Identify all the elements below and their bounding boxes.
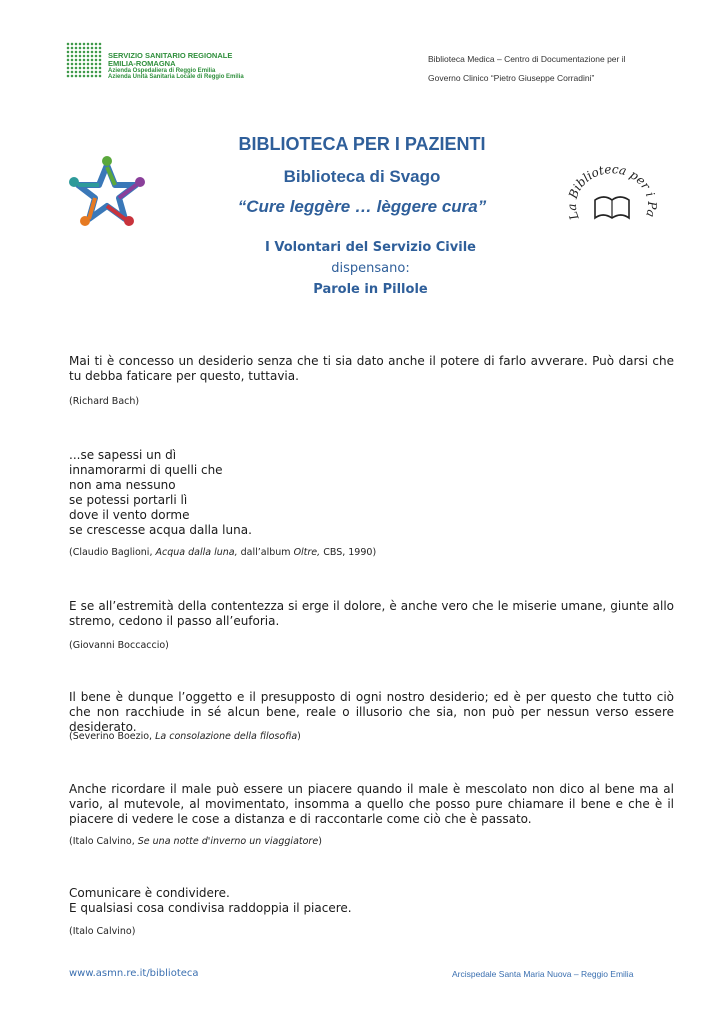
header-right-line-2: Governo Clinico “Pietro Giuseppe Corradini”	[428, 73, 595, 83]
cite-middle: dall’album	[237, 547, 294, 558]
footer-hospital: Arcispedale Santa Maria Nuova – Reggio Emilia	[452, 969, 634, 979]
cite-publisher: CBS, 1990)	[320, 547, 377, 558]
quote-text: Il bene è dunque l’oggetto e il presupposto di ogni nostro desiderio; ed è per questo che tutto ciò che non racchiude in sé alcun bene, reale o illusorio che sia, non può per nessun verso essere desiderato.	[69, 690, 674, 734]
cite-author: (Severino Boezio,	[69, 731, 156, 742]
quote-text: E se all’estremità della contentezza si erge il dolore, è anche vero che le miserie umane, giunte allo stremo, cedono il passo all’euforia.	[69, 599, 674, 628]
header-library-info	[428, 50, 668, 88]
logo-line-1: SERVIZIO SANITARIO REGIONALE	[108, 51, 233, 60]
quote-citation	[69, 547, 376, 558]
quote-citation: (Giovanni Boccaccio)	[69, 640, 169, 651]
page-title: BIBLIOTECA PER I PAZIENTI	[238, 134, 486, 154]
cite-author: (Italo Calvino,	[69, 836, 138, 847]
volunteers-name: Parole in Pillole	[313, 282, 428, 297]
quote-text: Anche ricordare il male può essere un piacere quando il male è mescolato non dico al bene ma al vario, al mutevole, al movimentato, insomma a quello che posso pure chiamare il bene e che è il piacere di vedere le cose a distanza e di raccontarle come ciò che è passato.	[69, 782, 674, 826]
quote-3	[69, 599, 674, 629]
quote-text: Comunicare è condividere. E qualsiasi cosa condivisa raddoppia il piacere.	[69, 886, 352, 915]
quote-citation: (Italo Calvino)	[69, 926, 136, 937]
logo-line-4: Azienda Unità Sanitaria Locale di Reggio Emilia	[108, 74, 244, 81]
quote-text: Mai ti è concesso un desiderio senza che ti sia dato anche il potere di farlo avverare. Può darsi che tu debba faticare per questo, tuttavia.	[69, 354, 674, 383]
cite-author: (Claudio Baglioni,	[69, 547, 156, 558]
cite-title: La consolazione della filosofia	[155, 731, 298, 742]
logo-line-3: Azienda Ospedaliera di Reggio Emilia	[108, 67, 216, 74]
volunteers-title: I Volontari del Servizio Civile	[265, 240, 476, 255]
cite-title: Acqua dalla luna,	[155, 547, 238, 558]
volunteers-verb: dispensano:	[331, 261, 410, 276]
cite-end: )	[297, 731, 301, 742]
header-right-line-1: Biblioteca Medica – Centro di Documentazione per il	[428, 54, 626, 64]
quote-text: ...se sapessi un dì innamorarmi di quelli che non ama nessuno se potessi portarli lì dove il vento dorme se crescesse acqua dalla luna.	[69, 448, 252, 537]
quote-2	[69, 448, 674, 538]
page-subtitle: Biblioteca di Svago	[283, 167, 441, 186]
quote-5	[69, 782, 674, 827]
logo-line-2: EMILIA-ROMAGNA	[108, 58, 176, 68]
cite-album: Oltre,	[293, 547, 321, 558]
page-motto: “Cure leggère … lèggere cura”	[237, 197, 487, 216]
cite-end: )	[318, 836, 322, 847]
footer-url-link[interactable]: www.asmn.re.it/biblioteca	[69, 968, 199, 979]
quote-citation: (Richard Bach)	[69, 396, 140, 407]
quote-1	[69, 354, 674, 384]
ssr-logo	[66, 42, 256, 88]
dot-grid-icon	[66, 42, 102, 78]
quote-4	[69, 690, 674, 735]
logo-text	[108, 52, 244, 80]
volunteers-block	[0, 240, 724, 297]
cite-title: Se una notte d'inverno un viaggiatore	[137, 836, 319, 847]
round-logo-text: La Biblioteca per i Pa	[565, 162, 660, 222]
title-block	[0, 134, 724, 217]
quote-6	[69, 886, 674, 916]
quote-citation	[69, 731, 301, 742]
quote-citation	[69, 836, 322, 847]
